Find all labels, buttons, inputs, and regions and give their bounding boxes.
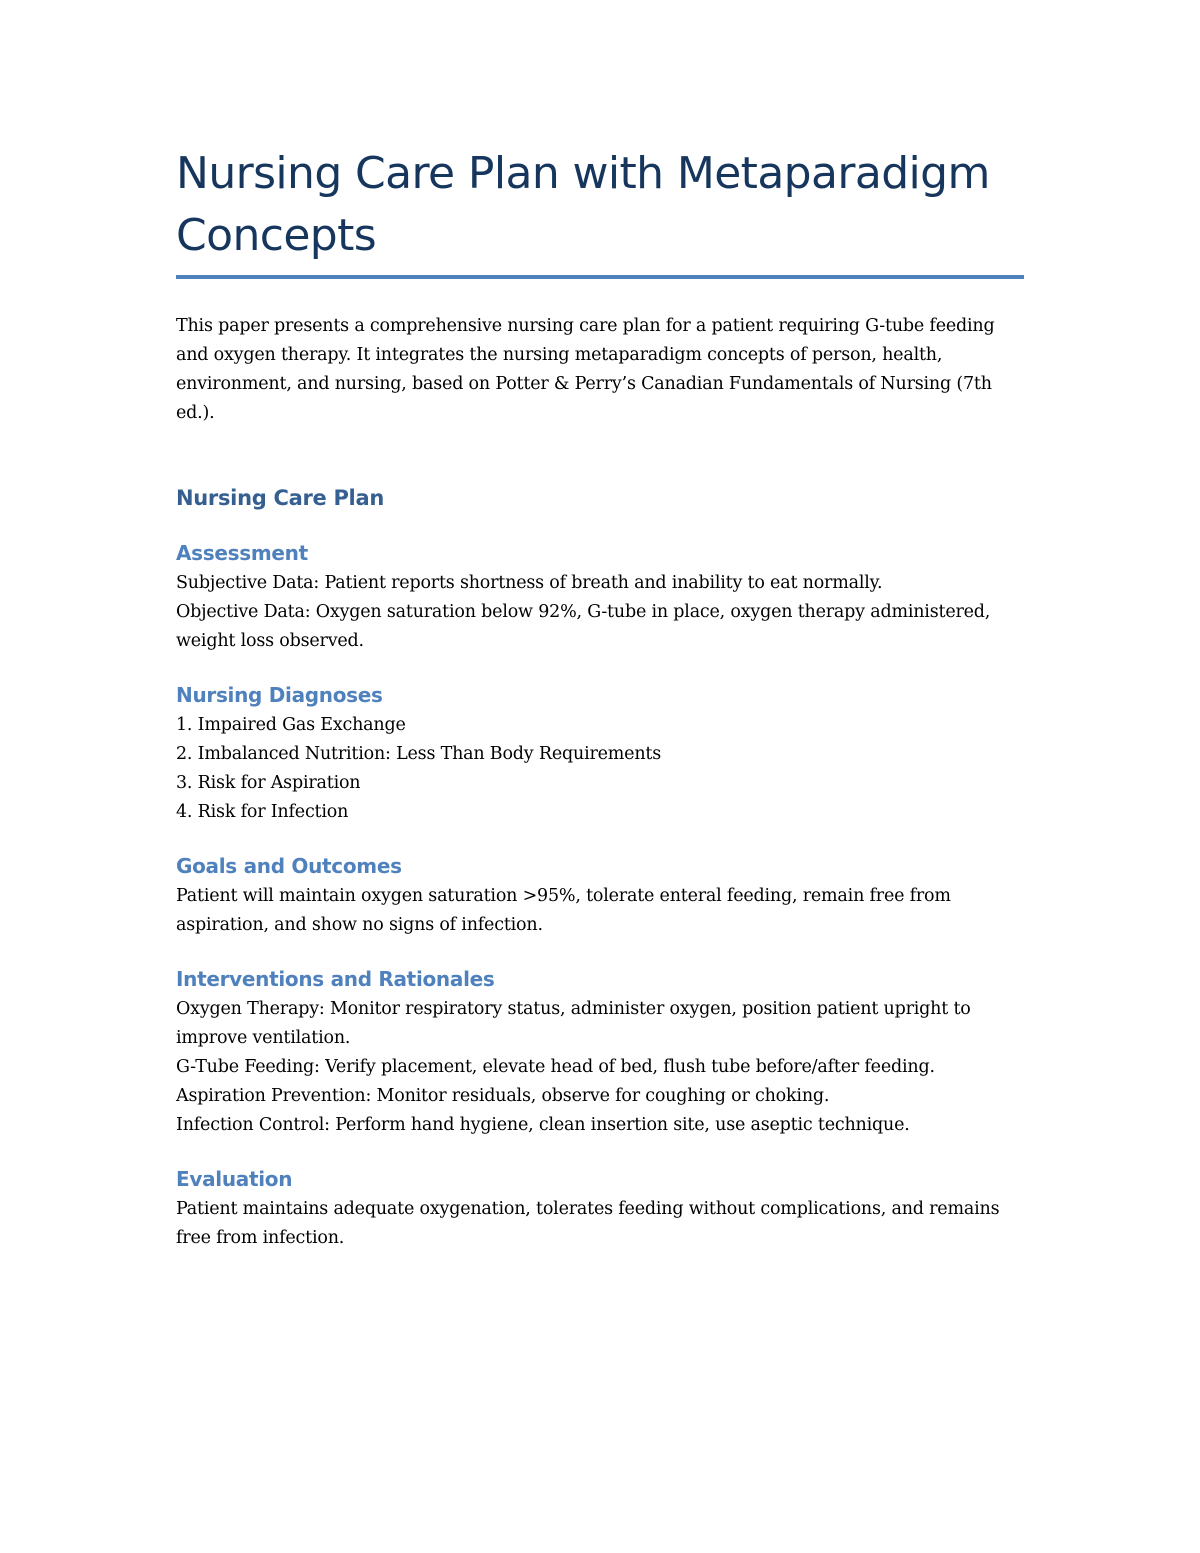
oxygen-therapy-intervention: Oxygen Therapy: Monitor respiratory status, administer oxygen, position patient upright to improve ventilation. — [176, 999, 971, 1048]
goals-outcomes-heading: Goals and Outcomes — [176, 854, 402, 878]
subjective-data: Subjective Data: Patient reports shortness of breath and inability to eat normally. — [176, 573, 883, 593]
objective-data: Objective Data: Oxygen saturation below 92%, G-tube in place, oxygen therapy administered, weight loss observed. — [176, 602, 991, 651]
evaluation-paragraph: Patient maintains adequate oxygenation, tolerates feeding without complications, and remains free from infection. — [176, 1199, 1000, 1248]
document-title: Nursing Care Plan with Metaparadigm Concepts — [176, 148, 990, 261]
diagnosis-item: 1. Impaired Gas Exchange — [176, 715, 406, 735]
intro-paragraph: This paper presents a comprehensive nursing care plan for a patient requiring G-tube feeding and oxygen therapy. It integrates the nursing metaparadigm concepts of person, health, environment, and nursing, based on Potter & Perry’s Canadian Fundamentals of Nursing (7th ed.). — [176, 316, 995, 423]
gtube-feeding-intervention: G-Tube Feeding: Verify placement, elevate head of bed, flush tube before/after feeding. — [176, 1057, 935, 1077]
diagnosis-item: 4. Risk for Infection — [176, 802, 349, 822]
nursing-diagnoses-heading: Nursing Diagnoses — [176, 683, 383, 707]
diagnoses-list — [176, 711, 1024, 827]
diagnosis-item: 2. Imbalanced Nutrition: Less Than Body Requirements — [176, 744, 662, 764]
goals-paragraph: Patient will maintain oxygen saturation >95%, tolerate enteral feeding, remain free from aspiration, and show no signs of infection. — [176, 886, 951, 935]
aspiration-prevention-intervention: Aspiration Prevention: Monitor residuals, observe for coughing or choking. — [176, 1086, 830, 1106]
interventions-heading: Interventions and Rationales — [176, 967, 495, 991]
infection-control-intervention: Infection Control: Perform hand hygiene, clean insertion site, use aseptic technique. — [176, 1115, 910, 1135]
title-underline-divider — [176, 275, 1024, 279]
document-content — [176, 143, 1024, 1253]
section-heading-nursing-care-plan: Nursing Care Plan — [176, 486, 384, 510]
diagnosis-item: 3. Risk for Aspiration — [176, 773, 361, 793]
assessment-heading: Assessment — [176, 541, 308, 565]
evaluation-heading: Evaluation — [176, 1167, 293, 1191]
